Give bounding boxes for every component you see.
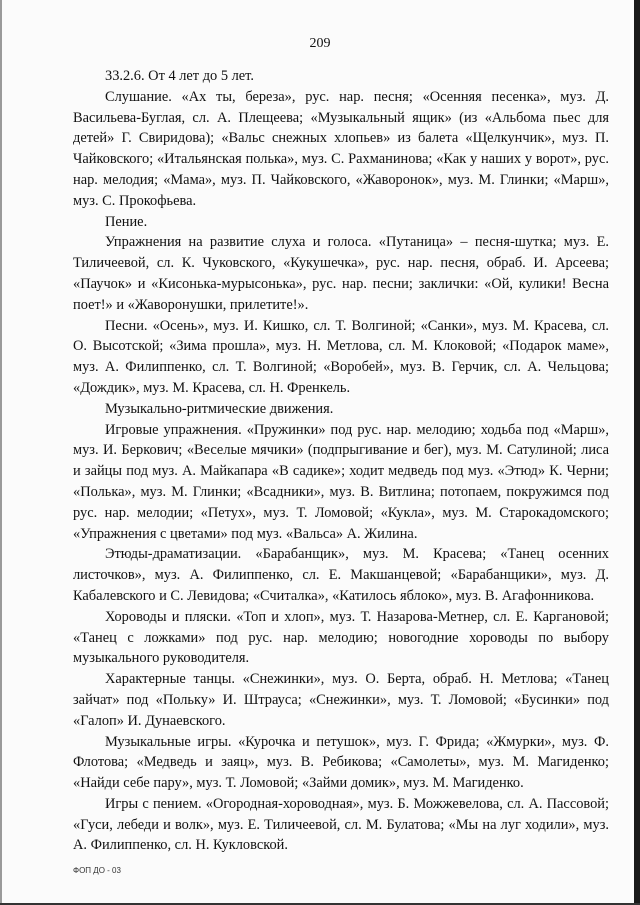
scan-edge-left [0, 0, 2, 905]
footer-code: ФОП ДО - 03 [73, 866, 121, 875]
paragraph-character-dances: Характерные танцы. «Снежинки», муз. О. Берта, обраб. Н. Метлова; «Танец зайчат» под «Польку» И. Штрауса; «Снежинки», муз. Т. Ломовой; «Бусинки» под «Галоп» И. Дунаевского. [73, 671, 609, 729]
body-text [73, 66, 609, 856]
paragraph-rhythmic-heading: Музыкально-ритмические движения. [105, 400, 334, 417]
paragraph-round-dances: Хороводы и пляски. «Топ и хлоп», муз. Т. Назарова-Метнер, сл. Е. Каргановой; «Танец с ложками» под рус. нар. мелодию; новогодние хороводы по выбору музыкального руководителя. [73, 608, 609, 667]
page-number: 209 [309, 36, 331, 51]
paragraph-etudes: Этюды-драматизации. «Барабанщик», муз. М. Красева; «Танец осенних листочков», муз. А. Филиппенко, сл. Е. Макшанцевой; «Барабанщики», муз. Д. Кабалевского и С. Левидова; «Считалка», «Катилось яблоко», муз. В. Агафонникова. [73, 546, 609, 604]
scan-edge-right [634, 0, 640, 905]
paragraph-singing-games: Игры с пением. «Огородная-хороводная», муз. Б. Можжевелова, сл. А. Пассовой; «Гуси, лебеди и волк», муз. Е. Тиличеевой, сл. М. Булатова; «Мы на луг ходили», муз. А. Филиппенко, сл. Н. Кукловской. [73, 795, 609, 854]
paragraph-listening: Слушание. «Ах ты, береза», рус. нар. песня; «Осенняя песенка», муз. Д. Васильева-Буглая, сл. А. Плещеева; «Музыкальный ящик» (из «Альбома пьес для детей» Г. Свиридова); «Вальс снежных хлопьев» из балета «Щелкунчик», муз. П. Чайковского; «Итальянская полька», муз. С. Рахманинова; «Как у наших у ворот», рус. нар. мелодия; «Мама», муз. П. Чайковского, «Жаворонок», муз. М. Глинки; «Марш», муз. С. Прокофьева. [73, 88, 609, 209]
paragraph-music-games: Музыкальные игры. «Курочка и петушок», муз. Г. Фрида; «Жмурки», муз. Ф. Флотова; «Медведь и заяц», муз. В. Ребикова; «Самолеты», муз. М. Магиденко; «Найди себе пару», муз. Т. Ломовой; «Займи домик», муз. М. Магиденко. [73, 733, 609, 792]
paragraph-singing-heading: Пение. [105, 213, 148, 230]
paragraph-game-exercises: Игровые упражнения. «Пружинки» под рус. нар. мелодию; ходьба под «Марш», муз. И. Беркович; «Веселые мячики» (подпрыгивание и бег), муз. М. Сатулиной; лиса и зайцы под муз. А. Майкапара «В садике»; ходит медведь под муз. «Этюд» К. Черни; «Полька», муз. М. Глинки; «Всадники», муз. В. Витлина; потопаем, покружимся под рус. нар. мелодии; «Петух», муз. Т. Ломовой; «Кукла», муз. М. Старокадомского; «Упражнения с цветами» под муз. «Вальса» А. Жилина. [73, 421, 609, 542]
section-heading: 33.2.6. От 4 лет до 5 лет. [105, 68, 254, 84]
paragraph-songs: Песни. «Осень», муз. И. Кишко, сл. Т. Волгиной; «Санки», муз. М. Красева, сл. О. Высотской; «Зима прошла», муз. Н. Метлова, сл. М. Клоковой; «Подарок маме», муз. А. Филиппенко, сл. Т. Волгиной; «Воробей», муз. В. Герчик, сл. А. Чельцова; «Дождик», муз. М. Красева, сл. Н. Френкель. [73, 317, 609, 396]
paragraph-hearing-exercises: Упражнения на развитие слуха и голоса. «Путаница» – песня-шутка; муз. Е. Тиличеевой, сл. К. Чуковского, «Кукушечка», рус. нар. песня, обраб. И. Арсеева; «Паучок» и «Кисонька-мурысонька», рус. нар. песни; заклички: «Ой, кулики! Весна поет!» и «Жаворонушки, прилетите!». [73, 234, 609, 313]
